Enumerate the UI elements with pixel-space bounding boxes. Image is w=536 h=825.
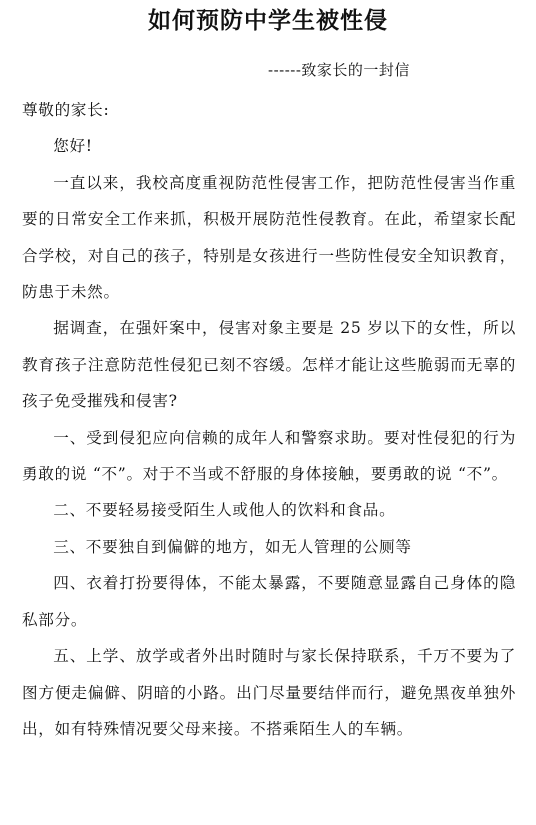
paragraph-point-2: 二、不要轻易接受陌生人或他人的饮料和食品。 [53, 501, 396, 520]
greeting: 您好! [53, 137, 93, 156]
page-subtitle: ------致家长的一封信 [268, 61, 410, 79]
paragraph-intro: 一直以来，我校高度重视防范性侵害工作，把防范性侵害当作重要的日常安全工作来抓，积极开展防范性侵教育。在此，希望家长配合学校，对自己的孩子，特别是女孩进行一些防性侵安全知识教育，防患于未然。 [22, 173, 516, 302]
page-title: 如何预防中学生被性侵 [148, 7, 388, 34]
salutation: 尊敬的家长: [22, 101, 110, 119]
paragraph-point-4: 四、衣着打扮要得体，不能太暴露，不要随意显露自己身体的隐私部分。 [22, 574, 516, 629]
paragraph-point-3: 三、不要独自到偏僻的地方，如无人管理的公厕等 [53, 537, 412, 556]
paragraph-point-1: 一、受到侵犯应向信赖的成年人和警察求助。要对性侵犯的行为勇敢的说 “不”。对于不当或不舒服的身体接触，要勇敢的说 “不”。 [22, 428, 516, 484]
paragraph-survey: 据调查，在强奸案中，侵害对象主要是 25 岁以下的女性，所以教育孩子注意防范性侵犯已刻不容缓。怎样才能让这些脆弱而无辜的孩子免受摧残和侵害? [22, 319, 516, 411]
paragraph-point-5: 五、上学、放学或者外出时随时与家长保持联系，千万不要为了图方便走偏僻、阴暗的小路。出门尽量要结伴而行，避免黑夜单独外出，如有特殊情况要父母来接。不搭乘陌生人的车辆。 [22, 647, 516, 738]
letter-body [22, 92, 516, 747]
